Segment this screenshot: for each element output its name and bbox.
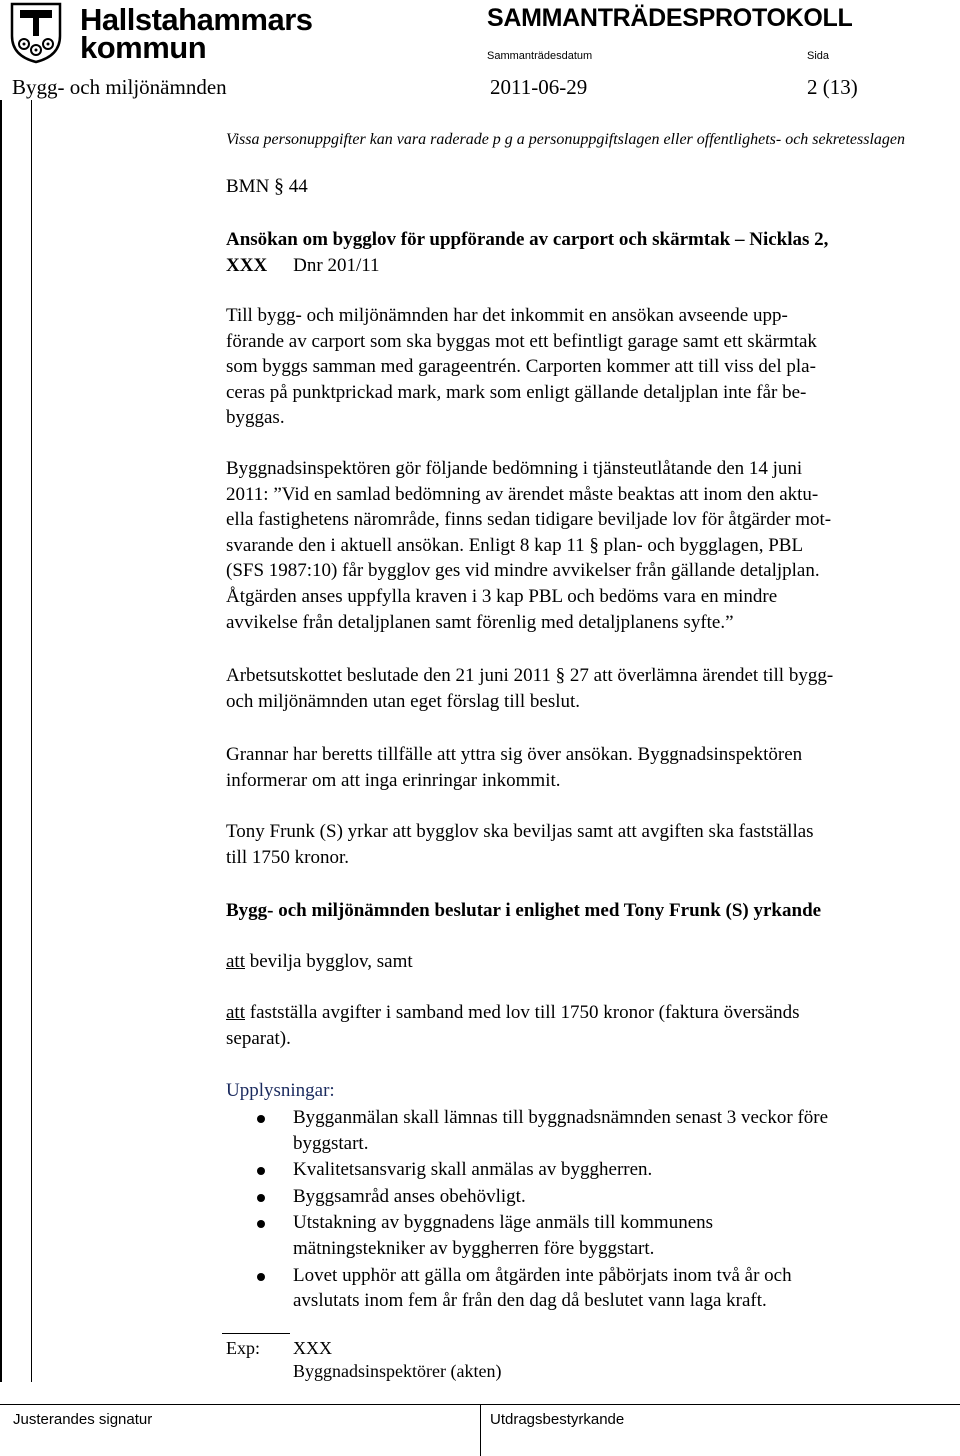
info-heading: Upplysningar: (226, 1080, 335, 1101)
section-number-value: 44 (288, 176, 308, 197)
list-item: Lovet upphör att gälla om åtgärden inte påbörjats inom två år och avslutats inom fem år från den dag då beslutet vann laga kraft. (226, 1263, 942, 1314)
logo-text-line2: kommun (80, 30, 207, 65)
content-margin-rule (31, 100, 32, 1382)
text-line: (SFS 1987:10) får bygglov ges vid mindre avvikelser från gällande detaljplan. (226, 560, 820, 582)
text-line: till 1750 kronor. (226, 846, 349, 868)
case-property: XXX (226, 254, 268, 276)
distribution-rule (222, 1333, 290, 1334)
meeting-date-label: Sammanträdesdatum (487, 50, 593, 62)
signature-label: Justerandes signatur (13, 1411, 153, 1428)
list-item: Utstakning av byggnadens läge anmäls till kommunens mätningstekniker av byggherren före byggstart. (226, 1210, 942, 1261)
text-line: Grannar har beretts tillfälle att yttra sig över ansökan. Byggnadsinspektören (226, 744, 803, 765)
section-symbol: § (274, 175, 285, 197)
section-number (226, 174, 942, 200)
committee-name: Bygg- och miljönämnden (12, 75, 227, 99)
text-line: ella fastighetens närområde, finns sedan tidigare beviljade lov för åtgärder mot- (226, 509, 832, 531)
section-prefix: BMN (226, 176, 270, 197)
page-label: Sida (807, 50, 830, 62)
text-line: ceras på punktprickad mark, mark som enligt gällande detaljplan inte får be- (226, 381, 807, 403)
privacy-disclaimer: Vissa personuppgifter kan vara raderade p g a personuppgiftslagen eller offentlighets- och sekretesslagen (226, 131, 906, 148)
bullet-icon (257, 1273, 265, 1281)
decision-text-cont: separat). (226, 1027, 291, 1049)
decision-text: fastställa avgifter i samband med lov till 1750 kronor (faktura översänds (245, 1002, 800, 1023)
info-list (226, 1105, 942, 1315)
text-line: Byggnadsinspektören gör följande bedömning i tjänsteutlåtande den 14 juni (226, 458, 803, 479)
distribution-label: Exp: (226, 1338, 260, 1358)
text-line: byggas. (226, 407, 285, 429)
paragraph-application (226, 303, 942, 431)
distribution-recipient: XXX (293, 1338, 332, 1358)
case-title (226, 227, 942, 278)
bullet-icon (257, 1220, 265, 1228)
case-title-line2 (226, 253, 942, 279)
paragraph-committee-decision (226, 663, 942, 714)
paragraph-neighbours (226, 742, 942, 793)
text-line: Åtgärden anses uppfylla kraven i 3 kap PBL och bedöms vara en mindre (226, 585, 778, 607)
page-number: 2 (13) (807, 75, 858, 99)
extract-certification-label: Utdragsbestyrkande (490, 1411, 625, 1428)
decision-item-2 (226, 1000, 942, 1051)
decision-keyword: att (226, 1002, 245, 1023)
paragraph-assessment (226, 456, 942, 635)
text-line: Tony Frunk (S) yrkar att bygglov ska beviljas samt att avgiften ska fastställas (226, 821, 814, 842)
text-line: som byggs samman med garageentrén. Carporten kommer att till viss del pla- (226, 356, 816, 378)
case-title-line1: Ansökan om bygglov för uppförande av carport och skärmtak – Nicklas 2, (226, 229, 829, 250)
paragraph-motion (226, 819, 942, 870)
decision-keyword: att (226, 951, 245, 972)
bullet-icon (257, 1194, 265, 1202)
municipality-crest-icon (10, 2, 62, 64)
text-line: svarande den i aktuell ansökan. Enligt 8 kap 11 § plan- och bygglagen, PBL (226, 534, 804, 556)
footer-divider (480, 1404, 481, 1456)
list-item: Byggsamråd anses obehövligt. (226, 1184, 942, 1210)
text-line: 2011: ”Vid en samlad bedömning av ärendet måste beaktas att inom den aktu- (226, 483, 819, 505)
text-line: informerar om att inga erinringar inkommit. (226, 769, 561, 791)
left-margin-rule (0, 100, 2, 1382)
meeting-date: 2011-06-29 (490, 75, 588, 99)
distribution-recipient: Byggnadsinspektörer (akten) (293, 1361, 502, 1381)
decision-heading: Bygg- och miljönämnden beslutar i enlighet med Tony Frunk (S) yrkande (226, 900, 822, 921)
bullet-icon (257, 1167, 265, 1175)
document-type: SAMMANTRÄDESPROTOKOLL (487, 4, 853, 32)
case-dnr: Dnr 201/11 (293, 254, 380, 276)
text-line: och miljönämnden utan eget förslag till beslut. (226, 690, 581, 712)
list-item: Kvalitetsansvarig skall anmälas av byggherren. (226, 1157, 942, 1183)
bullet-icon (257, 1115, 265, 1123)
text-line: Till bygg- och miljönämnden har det inkommit en ansökan avseende upp- (226, 305, 788, 326)
text-line: förande av carport som ska byggas mot ett befintligt garage samt ett skärmtak (226, 330, 817, 352)
list-item: Bygganmälan skall lämnas till byggnadsnämnden senast 3 veckor före byggstart. (226, 1105, 942, 1156)
logo-text-line1: Hallstahammars (80, 2, 313, 37)
text-line: Arbetsutskottet beslutade den 21 juni 2011 § 27 att överlämna ärendet till bygg- (226, 665, 834, 686)
decision-item-1 (226, 949, 942, 975)
decision-text: bevilja bygglov, samt (245, 951, 413, 972)
text-line: avvikelse från detaljplanen samt förenlig med detaljplanens syfte.” (226, 611, 734, 633)
